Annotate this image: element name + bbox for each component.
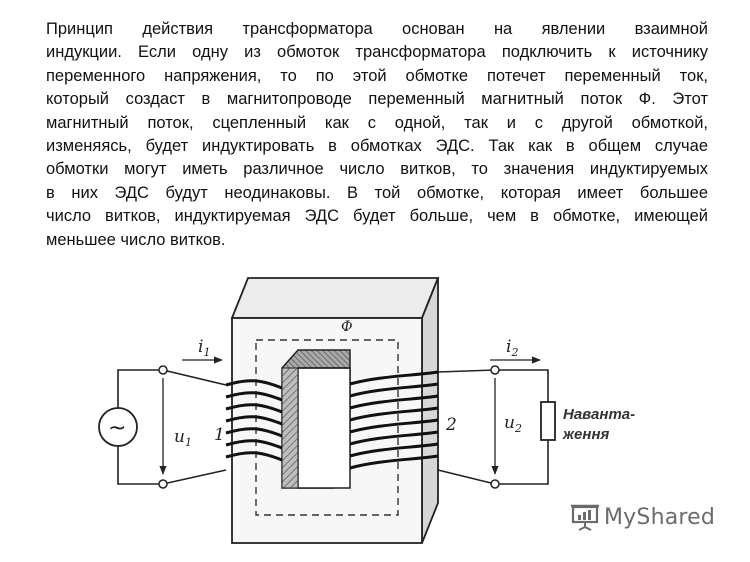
winding-1-label: 1 (214, 425, 225, 445)
i1-label: $i_1$ (198, 337, 211, 359)
core-window-inner-hatch (282, 368, 298, 488)
flux-label: Ф (341, 319, 353, 335)
paragraph-line: обмотки могут иметь различное число витков, то значения индуктируемых (46, 160, 708, 179)
winding-2-label: 2 (446, 415, 457, 435)
watermark-text: MyShared (604, 504, 716, 530)
secondary-terminal-top (491, 366, 499, 374)
paragraph-line: магнитный поток, сцепленный как с одной, так и с другой обмоткой, (46, 113, 708, 132)
load-resistor (541, 402, 555, 440)
primary-wire-top (118, 370, 226, 408)
paragraph-line: Принцип действия трансформатора основан на явлении взаимной (46, 20, 708, 38)
i2-label: $i_2$ (506, 337, 519, 359)
paragraph-line: переменного напряжения, то по этой обмотке потечет переменный ток, (46, 66, 708, 85)
core-window (298, 368, 350, 488)
u2-label: $u_2$ (504, 413, 522, 435)
core-top-face (232, 278, 438, 318)
load-label-line2: ження (563, 426, 610, 443)
paragraph-line: изменяясь, будет индуктировать в обмотках ЭДС. Так как в общем случае (46, 136, 708, 155)
ac-source-symbol: ~ (108, 416, 127, 441)
projector-screen-icon (570, 503, 600, 531)
primary-terminal-bottom (159, 480, 167, 488)
secondary-wire-bottom (438, 440, 548, 484)
secondary-wire-top (438, 370, 548, 402)
paragraph-line: который создаст в магнитопроводе переменный магнитный поток Ф. Этот (46, 90, 708, 109)
paragraph-line: в них ЭДС будут неодинаковы. В той обмотке, которая имеет большее (46, 183, 708, 202)
u1-label: $u_1$ (174, 427, 192, 449)
secondary-terminal-bottom (491, 480, 499, 488)
paragraph (46, 18, 708, 252)
primary-wire-bottom (118, 446, 226, 484)
paragraph-line: меньшее число витков. (46, 230, 226, 249)
paragraph-line: число витков, индуктируемая ЭДС будет больше, чем в обмотке, имеющей (46, 207, 708, 226)
paragraph-line: индукции. Если одну из обмоток трансформатора подключить к источнику (46, 43, 708, 62)
primary-terminal-top (159, 366, 167, 374)
watermark (570, 503, 715, 531)
load-label-line1: Наванта- (563, 406, 636, 423)
